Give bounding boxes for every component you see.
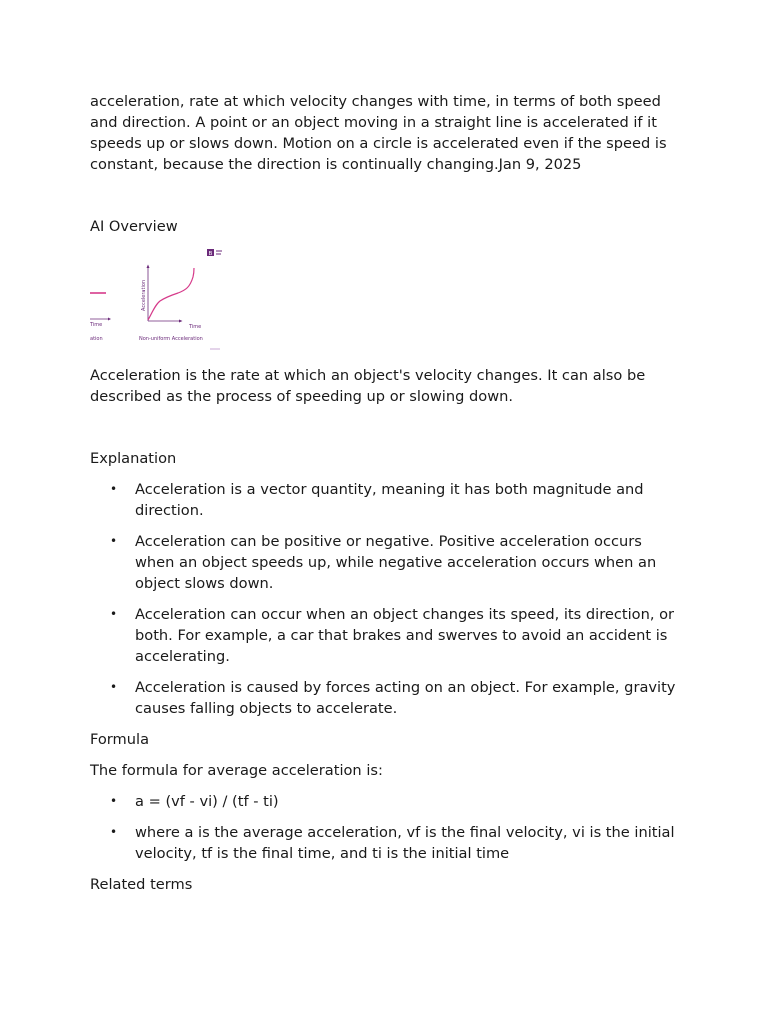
left-axis-label: Time bbox=[90, 322, 103, 328]
formula-list bbox=[90, 791, 680, 864]
definition-paragraph: Acceleration is the rate at which an object's velocity changes. It can also be described as the process of speeding up or slowing down. bbox=[90, 367, 646, 405]
acceleration-curve bbox=[148, 268, 194, 320]
ai-overview-heading: AI Overview bbox=[90, 218, 178, 235]
document-body bbox=[90, 91, 680, 895]
acceleration-graph bbox=[90, 247, 230, 355]
y-axis-label: Acceleration bbox=[141, 279, 147, 311]
acceleration-figure bbox=[90, 247, 230, 355]
intro-paragraph: acceleration, rate at which velocity changes with time, in terms of both speed and direction. A point or an object moving in a straight line is accelerated if it speeds up or slows down. Motion on a circle is accelerated even if the speed is constant, because the direction is continually changing.Jan 9, 2025 bbox=[90, 93, 667, 173]
list-item: • Acceleration is a vector quantity, meaning it has both magnitude and direction. bbox=[90, 479, 680, 521]
related-terms-heading: Related terms bbox=[90, 876, 193, 893]
explanation-heading: Explanation bbox=[90, 450, 177, 467]
list-item: • Acceleration is caused by forces acting on an object. For example, gravity causes falling objects to accelerate. bbox=[90, 677, 680, 719]
formula-heading: Formula bbox=[90, 731, 150, 748]
list-item: • Acceleration can occur when an object changes its speed, its direction, or both. For example, a car that brakes and swerves to avoid an accident is accelerating. bbox=[90, 604, 680, 667]
x-axis-arrow bbox=[179, 320, 183, 323]
left-graph-arrow bbox=[108, 318, 111, 321]
left-caption: ation bbox=[90, 336, 103, 342]
formula-intro: The formula for average acceleration is: bbox=[90, 762, 383, 779]
logo-text: B bbox=[208, 251, 213, 257]
list-item: • where a is the average acceleration, vf is the final velocity, vi is the initial velocity, tf is the final time, and ti is the initial time bbox=[90, 822, 680, 864]
figure-caption: Non-uniform Acceleration bbox=[139, 336, 203, 342]
x-axis-label: Time bbox=[189, 324, 202, 330]
list-item: • a = (vf - vi) / (tf - ti) bbox=[90, 791, 680, 812]
explanation-list bbox=[90, 479, 680, 719]
list-item: • Acceleration can be positive or negative. Positive acceleration occurs when an object speeds up, while negative acceleration occurs when an object slows down. bbox=[90, 531, 680, 594]
y-axis-arrow bbox=[147, 265, 150, 269]
